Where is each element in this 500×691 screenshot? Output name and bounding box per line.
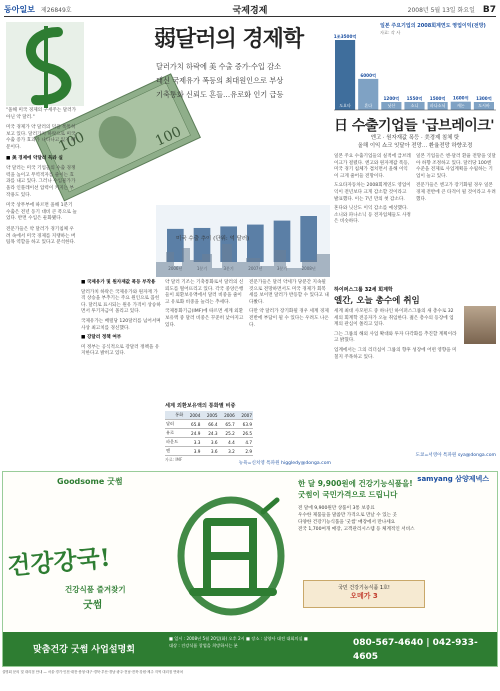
subhead-line: 올해 이익 쇼크 잇달아 전망… 환율전망 하향조정 bbox=[357, 143, 473, 149]
table-header-row bbox=[165, 411, 253, 420]
table-cell: 65.7 bbox=[219, 420, 236, 429]
ad-offer-line: 굿썸이 국민가격으로 드립니다 bbox=[298, 490, 398, 499]
table-cell: 4.4 bbox=[219, 438, 236, 447]
table-cell: 26.5 bbox=[236, 429, 253, 438]
body-paragraph: 다만 약 달러가 장기화될 경우 세계 경제 전반에 부담이 될 수 있다는 우려도 나온다. bbox=[249, 309, 329, 328]
page-number: B7 bbox=[482, 4, 496, 15]
table-header: 2005 bbox=[201, 411, 218, 420]
subhead-line: 엔고 · 원자재값 폭등 · 美경제 침체 탓 bbox=[370, 135, 460, 141]
table-cell: 65.8 bbox=[184, 420, 201, 429]
ad-calligraphy: 건강강국! bbox=[6, 542, 112, 581]
dealer-list: 설명회 문의 및 대리점 안내 — 서울·경기·인천·대전·충청·대구·경북·부산·경남·광주·전남·전북·강원·제주 지역 대리점 연락처 bbox=[2, 670, 184, 674]
table-cell: 3.6 bbox=[201, 447, 218, 456]
feature-article bbox=[6, 22, 330, 466]
profit-category-label: 닛산 bbox=[387, 103, 396, 108]
body-paragraph: 세계 최대 사모펀드 중 하나인 하이퍼스그룹의 새 총수로 32세의 회계학 전공자가 오늘 취임한다. 젊은 총수의 등장에 업계의 관심이 쏠리고 있다. bbox=[334, 309, 454, 328]
body-paragraph: 전문가들은 약 달러가 경기침체 우려 속에서 미국 경제를 지탱하는 버팀목 역할을 하고 있다고 분석한다. bbox=[6, 226, 76, 246]
byline: 도쿄=서영아 특파원 sya@donga.com bbox=[415, 453, 496, 458]
table-header: 2004 bbox=[184, 411, 201, 420]
body-paragraph: 그는 그룹의 해외 사업 확대와 투자 다각화를 추진할 계획이라고 밝혔다. bbox=[334, 331, 457, 344]
list-item: 다양한 건강기능식품을 '굿썸' 매장에서 만나세요 bbox=[298, 520, 396, 525]
profit-value-label: 1300억 bbox=[476, 96, 492, 101]
table-cell: 4.7 bbox=[236, 438, 253, 447]
section-title: 국제경제 bbox=[232, 6, 268, 16]
ad-tagline-brand: 굿썸 bbox=[83, 600, 103, 611]
table-cell: 유로 bbox=[165, 429, 184, 438]
list-item: 우수한 제품들을 말씀만 가격으로 만날 수 있는 곳 bbox=[298, 513, 397, 518]
profit-value-label: 1550억 bbox=[406, 95, 423, 101]
ad-offer bbox=[298, 478, 494, 533]
profit-value-label: 1200억 bbox=[383, 96, 400, 101]
sub-kicker: 하이퍼스그룹 32세 회계학 bbox=[334, 287, 393, 293]
ad-brand-area bbox=[3, 472, 187, 632]
table-cell: 24.3 bbox=[201, 429, 218, 438]
ad-offer-list bbox=[298, 505, 494, 533]
body-paragraph: 국제유가는 배럴당 120달러를 넘어서며 사상 최고치를 경신했다. bbox=[81, 318, 161, 331]
body-paragraph: 일본 기업들은 엔-달러 환율 전망을 잇달아 하향 조정하고 있다. 달러당 100엔 수준을 전제로 사업계획을 수립하는 기업이 늘고 있다. bbox=[416, 154, 496, 179]
ad-logo bbox=[173, 492, 291, 622]
ad-footer bbox=[3, 632, 497, 667]
list-item: 전국 1,700여개 매장, 고객관리시스템 등 체계적인 서비스 bbox=[298, 527, 415, 532]
body-column bbox=[81, 280, 161, 361]
feature-body-left bbox=[6, 108, 78, 251]
promo-line: 국민 건강기능식품 1호! bbox=[338, 585, 390, 591]
chart-title: 일본 주요기업의 2008회계연도 영업이익(전망) bbox=[380, 23, 486, 29]
table-title: 세계 외환보유액의 통화별 비중 bbox=[165, 403, 236, 409]
table-source: 자료: IMF bbox=[165, 457, 183, 462]
article-subhead bbox=[340, 134, 490, 150]
body-paragraph: 약 달러 기조는 기축통화로서 달러의 신뢰도를 떨어뜨리고 있다. 각국 중앙은행들이 외환보유액에서 달러 비중을 줄이고 유로화 비중을 늘리는 추세다. bbox=[165, 280, 244, 305]
list-item: 전 달에 9,900원만 상품이 3통 보증료 bbox=[298, 506, 375, 511]
promo-product: 오메가 3 bbox=[350, 592, 378, 600]
reserve-currency-table bbox=[165, 402, 253, 463]
sub-body bbox=[334, 309, 458, 361]
body-paragraph: 업계에서는 그의 리더십이 그룹의 향후 성장에 어떤 영향을 미칠지 주목하고 있다. bbox=[334, 347, 457, 360]
table-header: 통화 bbox=[165, 411, 184, 420]
profit-value-label: 1500억 bbox=[429, 96, 446, 101]
table-cell: 24.9 bbox=[184, 429, 201, 438]
body-column bbox=[334, 154, 412, 229]
feature-body-bottom bbox=[81, 280, 331, 466]
seminar-title: 맞춤건강 굿썸 사업설명회 bbox=[33, 645, 135, 655]
portrait-photo bbox=[464, 306, 496, 344]
table-header: 2006 bbox=[219, 411, 236, 420]
profit-category-label: 혼다 bbox=[364, 103, 373, 108]
table-cell: 25.2 bbox=[219, 429, 236, 438]
subtitle-line: 달러가치 하락에 美 수출 증가·수입 감소 bbox=[156, 62, 282, 71]
svg-text:100: 100 bbox=[56, 129, 88, 156]
feature-subtitle bbox=[156, 60, 330, 102]
body-paragraph: 혼다와 닛산도 이익 감소를 예상했다. 소니와 파나소닉 등 전자업체들도 사정은 비슷하다. bbox=[334, 206, 411, 225]
ad-brand: Goodsome 굿썸 bbox=[57, 477, 123, 486]
subtitle-line: 대신 국제유가 폭등의 최대원인으로 부상 bbox=[156, 76, 284, 85]
export-bar bbox=[247, 225, 264, 262]
body-column bbox=[249, 280, 329, 332]
chart-caption: 미국 수출 추이 (단위: 억 달러) bbox=[176, 236, 250, 242]
body-paragraph: 전문가들은 엔고가 장기화될 경우 일본 경제 전반에 큰 타격이 될 것이라고 우려했다. bbox=[416, 183, 496, 202]
profit-bar bbox=[335, 40, 355, 110]
table-cell: 파운드 bbox=[165, 438, 184, 447]
table-cell: 달러 bbox=[165, 420, 184, 429]
sub-headline: 엘간, 오늘 총수에 취임 bbox=[334, 296, 420, 306]
section-heading: ■ 국제유가 및 원자재값 폭등 부작용 bbox=[81, 280, 156, 285]
data-table bbox=[165, 411, 253, 456]
profit-bar-chart bbox=[334, 22, 496, 112]
profit-category-label: 파나소닉 bbox=[429, 103, 446, 108]
profit-value-label: 1조3500억 bbox=[334, 34, 357, 39]
svg-text:100: 100 bbox=[152, 123, 184, 150]
profit-category-label: 도요타 bbox=[339, 103, 351, 108]
article-headline: 日 수출기업들 '급브레이크' bbox=[334, 118, 495, 134]
masthead bbox=[4, 3, 496, 17]
contact-phone[interactable]: 080-567-4640 | 042-933-4605 bbox=[353, 638, 478, 662]
body-paragraph: 달러가치 하락은 국제유가와 원자재 가격 상승을 부추기는 주요 원인으로 꼽힌다. 달러로 표시되는 원유 가격이 상승하면서 투기자금이 몰리고 있다. bbox=[81, 289, 161, 315]
body-paragraph: 약 달러는 미국 기업들의 수출 경쟁력을 높이고 무역적자를 줄이는 효과를 내고 있다. 그러나 수입물가가 올라 인플레이션 압력이 커지는 부작용도 있다. bbox=[6, 166, 76, 198]
right-article bbox=[334, 22, 496, 466]
body-paragraph: 도요타자동차는 2008회계연도 영업이익이 전년보다 크게 감소할 것이라고 발표했다. 이는 7년 만의 첫 감소다. bbox=[334, 183, 411, 202]
table-cell: 3.6 bbox=[201, 438, 218, 447]
table-cell: 엔 bbox=[165, 447, 184, 456]
advertisement[interactable] bbox=[2, 471, 498, 667]
feature-title: 弱달러의 경제학 bbox=[154, 26, 304, 52]
profit-category-label: 도시바 bbox=[478, 103, 490, 108]
table-cell: 66.4 bbox=[201, 420, 218, 429]
section-heading: ■ 美 경제에 약달러 득과 실 bbox=[6, 155, 63, 161]
table-row bbox=[165, 447, 253, 456]
section-heading: ■ 강달러 정책 여부 bbox=[81, 335, 122, 341]
ad-offer-line: 한 달 9,900원에 건강기능식품을! bbox=[298, 479, 413, 488]
body-column bbox=[416, 154, 496, 206]
body-paragraph: 전문가들은 달러 약세가 당분간 지속될 것으로 전망하면서도 미국 경제가 회복세를 보이면 달러가 반등할 수 있다고 내다봤다. bbox=[249, 280, 329, 305]
export-bar bbox=[300, 216, 317, 262]
body-column bbox=[165, 280, 245, 332]
brush-logo-icon bbox=[173, 492, 291, 622]
table-cell: 2.9 bbox=[236, 447, 253, 456]
body-paragraph: 국제통화기금(IMF)에 따르면 세계 외환보유액 중 달러 비중은 꾸준히 낮아지고 있다. bbox=[165, 309, 244, 328]
subtitle-line: 기축통화 신뢰도 흔들…유로화 인기 급등 bbox=[156, 90, 284, 99]
body-paragraph: 미국 상무부에 따르면 올해 1분기 수출은 전년 동기 대비 큰 폭으로 늘었다. 반면 수입은 둔화됐다. bbox=[6, 203, 77, 222]
body-paragraph: 미 정부는 공식적으로 강달러 정책을 유지한다고 밝히고 있다. bbox=[81, 344, 160, 357]
table-cell: 3.3 bbox=[184, 438, 201, 447]
table-row bbox=[165, 429, 253, 438]
newspaper-logo: 동아일보 bbox=[4, 5, 35, 14]
seminar-info: ■ 일시 : 2008년 5월 20일(화) 오후 2시 ■ 장소 : 삼양사 대전 대회의실 ■ 대상 : 건강식품 창업을 희망하시는 분 bbox=[169, 636, 308, 648]
table-header: 2007 bbox=[236, 411, 253, 420]
profit-value-label: 6000억 bbox=[360, 72, 377, 78]
body-paragraph: 미국 경제가 약 달러의 덕을 톡톡히 보고 있다. 달러가치 하락으로 미국 수출 증가 효과가 나타나고 있기 때문이다. bbox=[6, 125, 76, 150]
japan-profit-chart bbox=[334, 22, 496, 112]
byline: 뉴욕=신치영 특파원 higgledy@donga.com bbox=[238, 461, 331, 466]
issue-number: 제26849호 bbox=[40, 7, 72, 14]
table-cell: 63.9 bbox=[236, 420, 253, 429]
body-paragraph: 일본 주요 수출기업들의 실적에 급브레이크가 걸렸다. 엔고와 원자재값 폭등, 미국 경기 침체가 겹치면서 올해 이익이 크게 줄어들 전망이다. bbox=[334, 154, 411, 179]
table-row bbox=[165, 438, 253, 447]
chart-source: 자료: 각 사 bbox=[380, 30, 401, 35]
sponsor-logo: samyang 삼양제넥스 bbox=[417, 475, 489, 483]
ad-promo-box[interactable] bbox=[303, 580, 425, 608]
table-cell: 3.9 bbox=[184, 447, 201, 456]
sub-article bbox=[334, 286, 496, 462]
table-row bbox=[165, 420, 253, 429]
table-cell: 3.2 bbox=[219, 447, 236, 456]
issue-date: 2008년 5월 13일 화요일 bbox=[407, 7, 475, 14]
lede: "올해 미국 경제의 구세주는 달러가 아닌 약 달러." bbox=[6, 108, 77, 120]
profit-category-label: 소니 bbox=[410, 103, 419, 108]
profit-value-label: 1600억 bbox=[452, 95, 469, 101]
profit-category-label: 캐논 bbox=[456, 103, 465, 108]
ad-tagline: 건강식품 즐겨찾기 bbox=[65, 585, 126, 594]
